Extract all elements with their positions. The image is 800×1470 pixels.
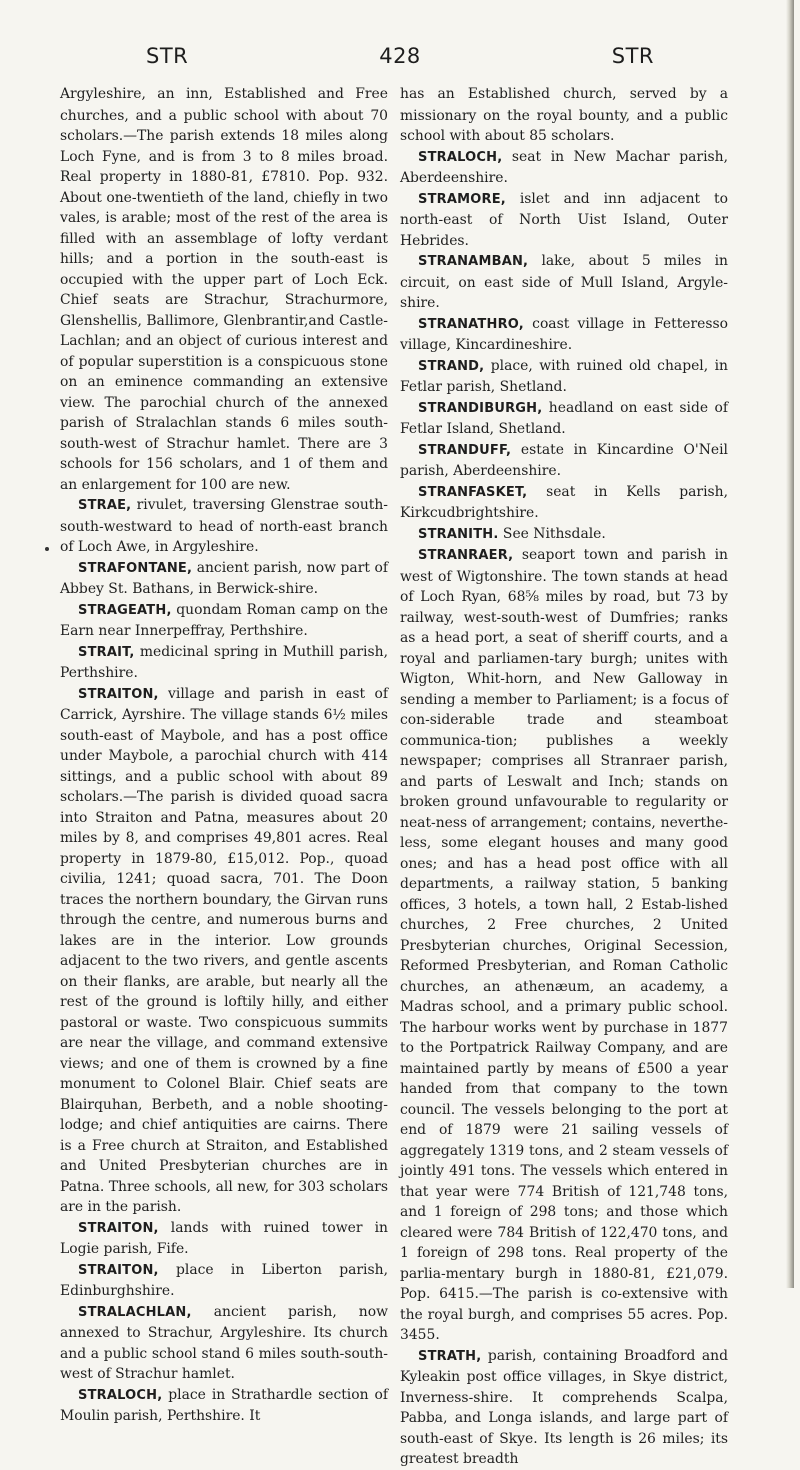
margin-mark [45, 547, 49, 551]
entry-headword: STRAND, [418, 358, 485, 374]
entry-headword: STRAGEATH, [78, 602, 172, 618]
entry [400, 440, 728, 482]
entry-headword: STRAE, [78, 498, 132, 513]
entry-headword: STRAITON, [78, 1262, 159, 1278]
header-right-running-head: STR [611, 44, 654, 68]
entry [60, 642, 388, 684]
entry-headword: STRANRAER, [418, 548, 514, 563]
right-column [400, 84, 728, 1470]
entry [60, 1302, 388, 1385]
entry-headword: STRAITON, [78, 686, 159, 702]
entry-headword: STRAFONTANE, [78, 560, 193, 576]
entry-headword: STRANDIBURGH, [418, 400, 543, 416]
entry-text: seat in New Machar parish, Aberdeenshire. [400, 148, 728, 186]
entry [60, 1218, 388, 1260]
entry [400, 251, 728, 314]
entry-headword: STRATH, [418, 1348, 482, 1364]
page-number: 428 [379, 44, 421, 68]
entry [400, 545, 728, 1346]
entry-text: rivulet, traversing Glenstrae south-south-westward to head of north-east branch of Loch Awe, in Argyleshire. [60, 497, 388, 555]
page-header [60, 44, 740, 72]
entry [60, 600, 388, 642]
entry [400, 356, 728, 398]
entry-headword: STRAITON, [78, 1220, 159, 1236]
entry [400, 189, 728, 252]
entry [400, 524, 728, 546]
entry [400, 398, 728, 440]
entry [400, 482, 728, 524]
entry [60, 1385, 388, 1427]
entry [400, 147, 728, 189]
entry-headword: STRANATHRO, [418, 316, 524, 332]
entry [400, 314, 728, 356]
entry [60, 84, 388, 495]
entry-headword: STRANDUFF, [418, 442, 512, 458]
entry-headword: STRANAMBAN, [418, 254, 529, 269]
entry-text: has an Established church, served by a missionary on the royal bounty, and a public school with about 85 scholars. [400, 86, 728, 144]
entry-text: estate in Kincardine O'Neil parish, Aberdeenshire. [400, 441, 728, 479]
entry-headword: STRANFASKET, [418, 484, 528, 500]
entry-text: medicinal spring in Muthill parish, Perthshire. [60, 643, 388, 681]
entry [60, 684, 388, 1218]
entry-headword: STRALOCH, [418, 149, 503, 165]
entry-text: village and parish in east of Carrick, Ayrshire. The village stands 6½ miles south-east of Maybole, and has a post office under Maybole, a parochial church with 414 sittings, and a public school with about 89 scholars.—The parish is divided quoad sacra into Straiton and Patna, measures about 20 miles by 8, and comprises 49,801 acres. Real property in 1879-80, £15,012. Pop., quoad civilia, 1241; quoad sacra, 701. The Doon traces the northern boundary, the Girvan runs through the centre, and numerous burns and lakes are in the interior. Low grounds adjacent to the two rivers, and gentle ascents on their flanks, are arable, but nearly all the rest of the ground is loftily hilly, and either pastoral or waste. Two conspicuous summits are near the village, and command extensive views; and one of them is crowned by a fine monument to Colonel Blair. Chief seats are Blairquhan, Berbeth, and a noble shooting-lodge; and chief antiquities are cairns. There is a Free church at Straiton, and Established and United Presbyterian churches are in Patna. Three schools, all new, for 303 scholars are in the parish. [60, 685, 388, 1215]
entry-text: place in Liberton parish, Edinburghshire. [60, 1261, 388, 1299]
entry [400, 84, 728, 147]
entry [60, 1260, 388, 1302]
entry-text: quondam Roman camp on the Earn near Innerpeffray, Perthshire. [60, 601, 388, 639]
entry-text: islet and inn adjacent to north-east of North Uist Island, Outer Hebrides. [400, 190, 728, 249]
entry-text: seaport town and parish in west of Wigtonshire. The town stands at head of Loch Ryan, 68⅝ miles by road, but 73 by railway, west-south-west of Dumfries; ranks as a head port, a seat of sheriff courts, and a royal and parliamen-tary burgh; unites with Wigton, Whit-horn, and New Galloway in sending a member to Parliament; is a focus of con-siderable trade and steamboat communica-tion; publishes a weekly newspaper; comprises all Stranraer parish, and parts of Leswalt and Inch; stands on broken ground unfavourable to regularity or neat-ness of arrangement; contains, neverthe-less, some elegant houses and many good ones; and has a head post office with all departments, a railway station, 5 banking offices, 3 hotels, a town hall, 2 Estab-lished churches, 2 Free churches, 2 United Presbyterian churches, Original Secession, Reformed Presbyterian, and Roman Catholic churches, an athenæum, an academy, a Madras school, and a primary public school. The harbour works went by purchase in 1877 to the Portpatrick Railway Company, and are maintained partly by means of £500 a year handed from that company to the town council. The vessels belonging to the port at end of 1879 were 21 sailing vessels of aggregately 1319 tons, and 2 steam vessels of jointly 491 tons. The vessels which entered in that year were 774 British of 121,748 tons, and 1 foreign of 298 tons; and those which cleared were 784 British of 122,470 tons, and 1 foreign of 298 tons. Real property of the parlia-mentary burgh in 1880-81, £21,079. Pop. 6415.—The parish is co-extensive with the royal burgh, and comprises 55 acres. Pop. 3455. [400, 547, 728, 1343]
entry-headword: STRANITH. [418, 526, 499, 542]
entry [60, 495, 388, 558]
entry-text: place, with ruined old chapel, in Fetlar parish, Shetland. [400, 357, 728, 395]
entry [60, 558, 388, 600]
entry-text: Argyleshire, an inn, Established and Free churches, and a public school with about 70 scholars.—The parish extends 18 miles along Loch Fyne, and is from 3 to 8 miles broad. Real property in 1880-81, £7810. Pop. 932. About one-twentieth of the land, chiefly in two vales, is arable; most of the rest of the area is filled with an assemblage of lofty verdant hills; and a portion in the south-east is occupied with the upper part of Loch Eck. Chief seats are Strachur, Strachurmore, Glenshellis, Ballimore, Glenbrantir,and Castle-Lachlan; and an object of curious interest and of popular superstition is a conspicuous stone on an eminence commanding an extensive view. The parochial church of the annexed parish of Stralachlan stands 6 miles south-south-west of Strachur hamlet. There are 3 schools for 156 scholars, and 1 of them and an enlargement for 100 are new. [60, 86, 388, 493]
entry-text: headland on east side of Fetlar Island, Shetland. [400, 399, 728, 437]
entry [400, 1346, 728, 1470]
entry-text: ancient parish, now annexed to Strachur, Argyleshire. Its church and a public school stand 6 miles south-south-west of Strachur hamlet. [60, 1303, 388, 1382]
entry-headword: STRAIT, [78, 644, 135, 660]
entry-text: lake, about 5 miles in circuit, on east side of Mull Island, Argyle-shire. [400, 253, 728, 311]
entry-text: parish, containing Broadford and Kyleakin post office villages, in Skye district, Inverness-shire. It comprehends Scalpa, Pabba, and Longa islands, and large part of south-east of Skye. Its length is 26 miles; its greatest breadth [400, 1347, 728, 1467]
entry-headword: STRALOCH, [78, 1387, 163, 1403]
entry-text: place in Strathardle section of Moulin parish, Perthshire. It [60, 1386, 388, 1424]
entry-text: coast village in Fetteresso village, Kincardineshire. [400, 315, 728, 353]
entry-headword: STRALACHLAN, [78, 1304, 192, 1320]
page-edge-shadow [786, 0, 794, 1288]
header-left-running-head: STR [146, 44, 189, 68]
entry-text: See Nithsdale. [498, 525, 606, 542]
entry-headword: STRAMORE, [418, 191, 506, 207]
entry-text: ancient parish, now part of Abbey St. Bathans, in Berwick-shire. [60, 559, 388, 597]
entry-text: seat in Kells parish, Kirkcudbrightshire. [400, 483, 728, 521]
left-column [60, 84, 388, 1427]
entry-text: lands with ruined tower in Logie parish, Fife. [60, 1219, 388, 1257]
